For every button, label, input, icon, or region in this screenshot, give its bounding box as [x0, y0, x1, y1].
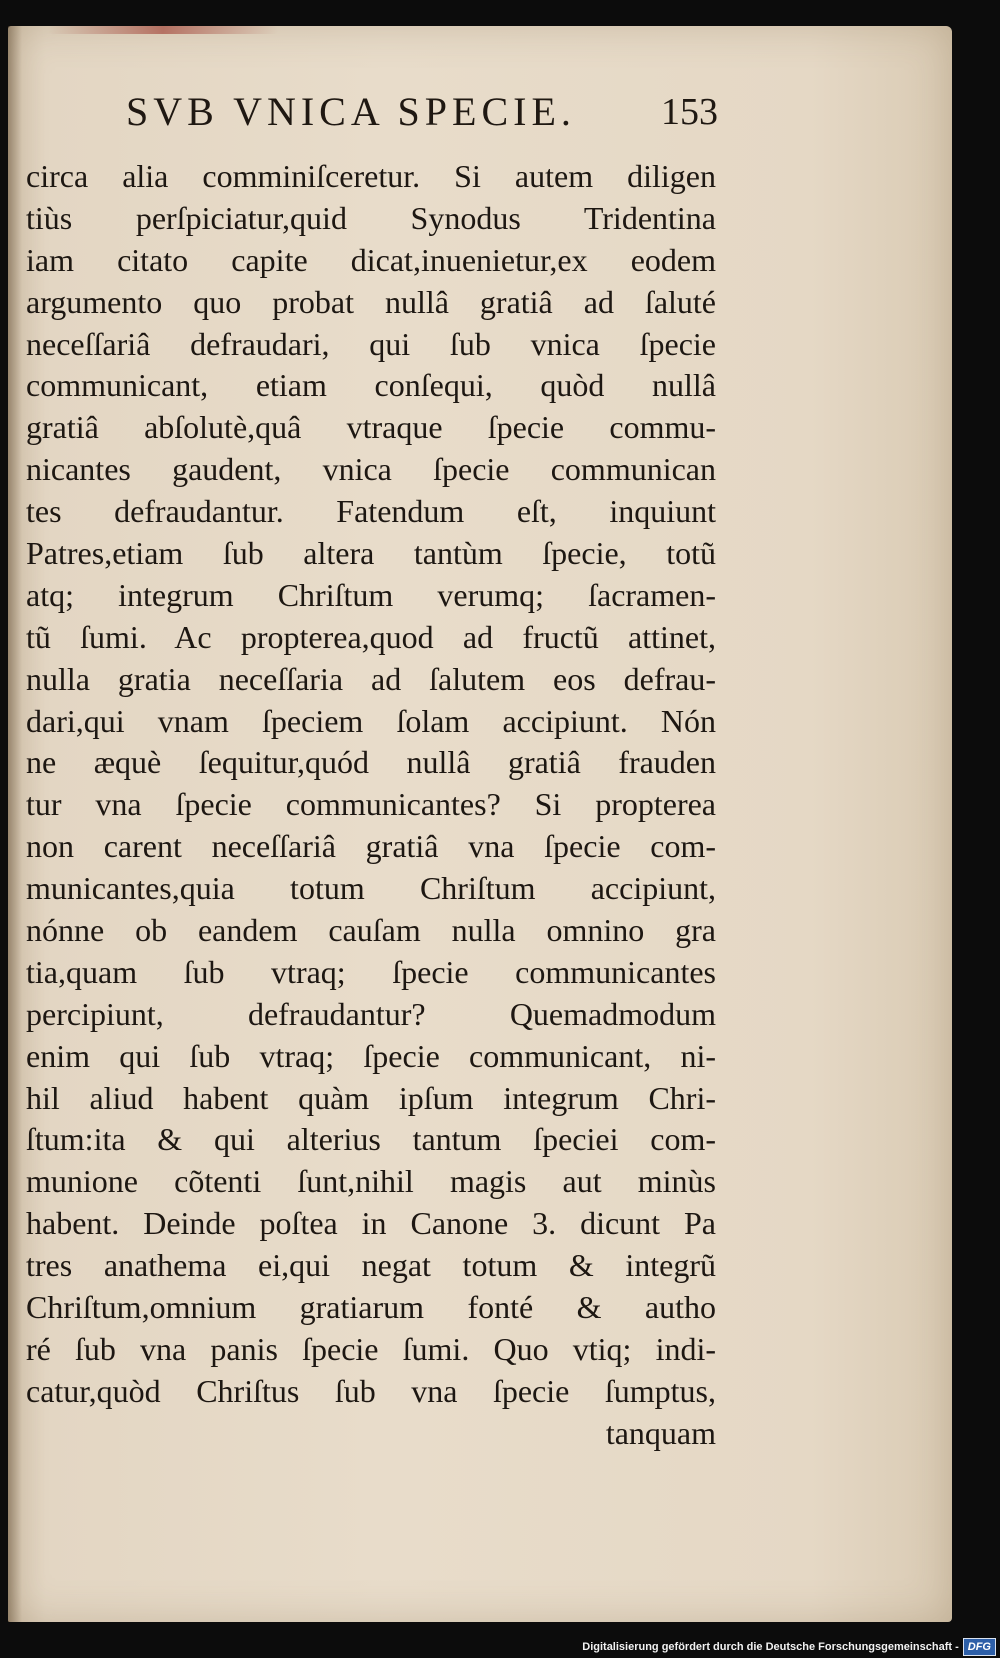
- text-line: ré ſub vna panis ſpecie ſumi. Quo vtiq; indi-: [26, 1330, 716, 1367]
- text-line: habent. Deinde poſtea in Canone 3. dicunt Pa: [26, 1205, 716, 1242]
- text-line: nicantes gaudent, vnica ſpecie communican: [26, 451, 716, 488]
- text-line: percipiunt, defraudantur? Quemadmodum: [26, 995, 716, 1032]
- text-line: ne æquè ſequitur,quód nullâ gratiâ frauden: [26, 744, 716, 781]
- text-line: nulla gratia neceſſaria ad ſalutem eos defrau-: [26, 660, 716, 697]
- text-line: gratiâ abſolutè,quâ vtraque ſpecie commu-: [26, 409, 716, 446]
- text-line: tiùs perſpiciatur,quid Synodus Tridentina: [26, 199, 716, 236]
- text-line: catur,quòd Chriſtus ſub vna ſpecie ſumptus,: [26, 1372, 716, 1409]
- text-line: non carent neceſſariâ gratiâ vna ſpecie com-: [26, 828, 716, 865]
- text-line: tres anathema ei,qui negat totum & integrũ: [26, 1247, 716, 1284]
- text-line: neceſſariâ defraudari, qui ſub vnica ſpecie: [26, 325, 716, 362]
- text-line: tia,quam ſub vtraq; ſpecie communicantes: [26, 953, 716, 990]
- running-head: [126, 82, 718, 142]
- text-line: munione cõtenti ſunt,nihil magis aut minùs: [26, 1163, 716, 1200]
- book-page: [8, 26, 952, 1622]
- dfg-logo-icon: [963, 1638, 996, 1656]
- text-line: hil aliud habent quàm ipſum integrum Chri-: [26, 1079, 716, 1116]
- digitization-footer: [576, 1636, 1000, 1658]
- text-line: tur vna ſpecie communicantes? Si propterea: [26, 786, 716, 823]
- text-line: tũ ſumi. Ac propterea,quod ad fructũ attinet,: [26, 618, 716, 655]
- running-title: SVB VNICA SPECIE.: [126, 89, 576, 134]
- text-line: tes defraudantur. Fatendum eſt, inquiunt: [26, 493, 716, 530]
- text-line: tanquam: [605, 1414, 716, 1451]
- text-line: municantes,quia totum Chriſtum accipiunt,: [26, 870, 716, 907]
- text-line: ſtum:ita & qui alterius tantum ſpeciei com-: [26, 1121, 716, 1158]
- text-line: circa alia comminiſceretur. Si autem diligen: [26, 158, 716, 194]
- body-text: [26, 156, 716, 1455]
- text-line: communicant, etiam conſequi, quòd nullâ: [26, 367, 716, 404]
- text-line: argumento quo probat nullâ gratiâ ad ſaluté: [26, 283, 716, 320]
- text-line: Patres,etiam ſub altera tantùm ſpecie, totũ: [26, 535, 716, 572]
- top-edge-mark: [48, 26, 278, 34]
- page-number: 153: [661, 91, 718, 133]
- funding-credit: Digitalisierung gefördert durch die Deutsche Forschungsgemeinschaft -: [582, 1641, 959, 1653]
- text-line: nónne ob eandem cauſam nulla omnino gra: [26, 912, 716, 949]
- text-line: iam citato capite dicat,inuenietur,ex eodem: [26, 241, 716, 278]
- text-line: Chriſtum,omnium gratiarum fonté & autho: [26, 1289, 716, 1326]
- dfg-logo-text: DFG: [967, 1641, 991, 1653]
- text-line: dari,qui vnam ſpeciem ſolam accipiunt. Nón: [26, 702, 716, 739]
- text-line: atq; integrum Chriſtum verumq; ſacramen-: [26, 576, 716, 613]
- page-gutter-shadow: [8, 26, 22, 1622]
- text-line: enim qui ſub vtraq; ſpecie communicant, ni-: [26, 1037, 716, 1074]
